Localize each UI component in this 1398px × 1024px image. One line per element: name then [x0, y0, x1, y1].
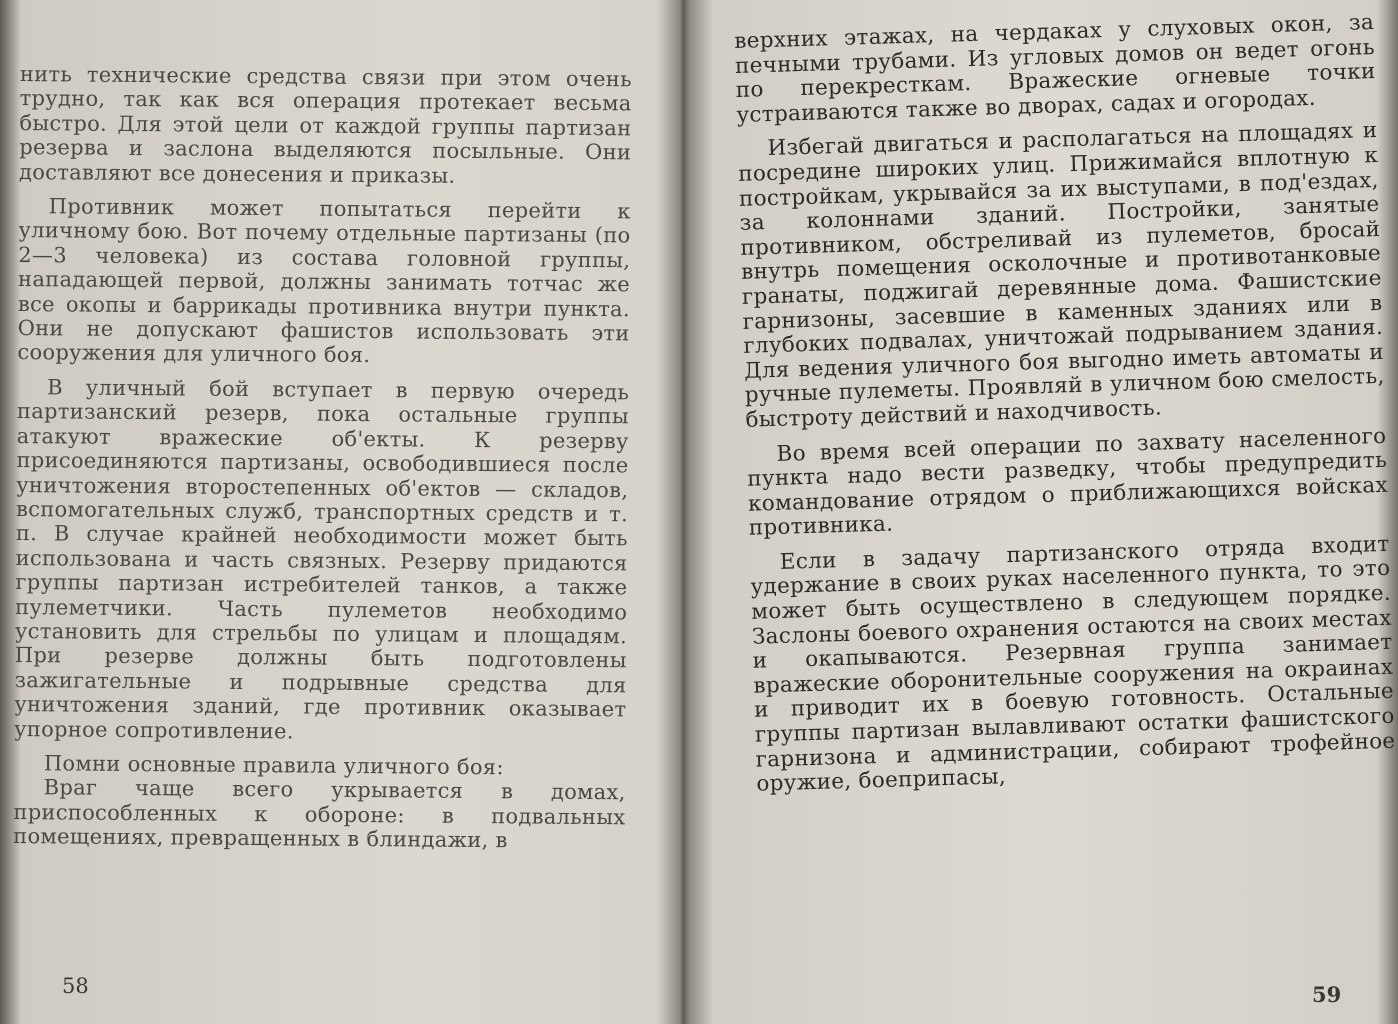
paragraph: Если в задачу партизанского отряда входит удержание в своих руках населенного пункта, то это может быть осуществлено в следующем порядке. Заслоны боевого охранения остаются на своих местах и окапываются. Резервная группа занимает вражеские оборонительные сооружения на окраинах и приводит их в боевую готовность. Остальные группы партизан вылавливают остатки фашистского гарнизона и администрации, собирают трофейное оружие, боеприпасы, — [750, 531, 1396, 797]
page-number: 59 — [1312, 982, 1342, 1007]
paragraph: Избегай двигаться и располагаться на площадях и посредине широких улиц. Прижимайся вплотную к постройкам, укрывайся за их выступами, в под'ездах, за колоннами зданий. Постройки, занятые противником, обстреливай из пулеметов, бросай внутрь помещения осколочные и противотанковые гранаты, поджигай деревянные дома. Фашистские гарнизоны, засевшие в каменных зданиях или в глубоких подвалах, уничтожай подрыванием здания. Для ведения уличного боя выгодно иметь автоматы и ручные пулеметы. Проявляй в уличном бою смелость, быстроту действий и находчивость. — [737, 118, 1385, 433]
right-page-text — [734, 11, 1397, 807]
left-page-text — [13, 62, 632, 864]
paragraph: Помни основные правила уличного боя: — [43, 751, 504, 780]
paragraph: верхних этажах, на чердаках у слуховых окон, за печными трубами. Из угловых домов он ведет огонь по перекресткам. Вражеские огневые точки устраиваются также во дворах, садах и огородах. — [733, 10, 1376, 128]
page-number: 58 — [62, 974, 89, 998]
left-page — [0, 0, 676, 1024]
paragraph: В уличный бой вступает в первую очередь партизанский резерв, пока остальные группы атакуют вражеские об'екты. К резерву присоединяются партизаны, освободившиеся после уничтожения второстепенных об'ектов — складов, вспомогательных служб, транспортных средств и т. п. В случае крайней необходимости может быть использована и часть связных. Резерву придаются группы партизан истребителей танков, а также пулеметчики. Часть пулеметов необходимо установить для стрельбы по улицам и площадям. При резерве должны быть подготовлены зажигательные и подрывные средства для уничтожения зданий, где противник оказывает упорное сопротивление. — [14, 375, 630, 743]
paragraph: Во время всей операции по захвату населенного пункта надо вести разведку, чтобы предупредить командование отрядом о приближающихся войсках противника. — [746, 423, 1389, 542]
paragraph: нить технические средства связи при этом очень трудно, так как вся операция протекает весьма быстро. Для этой цели от каждой группы партизан резерва и заслона выделяются посыльные. Они доставляют все донесения и приказы. — [18, 62, 632, 188]
paragraph: Противник может попытаться перейти к уличному бою. Вот почему отдельные партизаны (по 2—3 человека) из состава головной группы, нападающей первой, должны занимать тотчас же все окопы и баррикады противника внутри пункта. Они не допускают фашистов использовать эти сооружения для уличного боя. — [17, 194, 631, 368]
paragraph: Враг чаще всего укрывается в домах, приспособленных к обороне: в подвальных помещениях, превращенных в блиндажи, в — [13, 775, 626, 853]
right-page — [690, 0, 1398, 1024]
